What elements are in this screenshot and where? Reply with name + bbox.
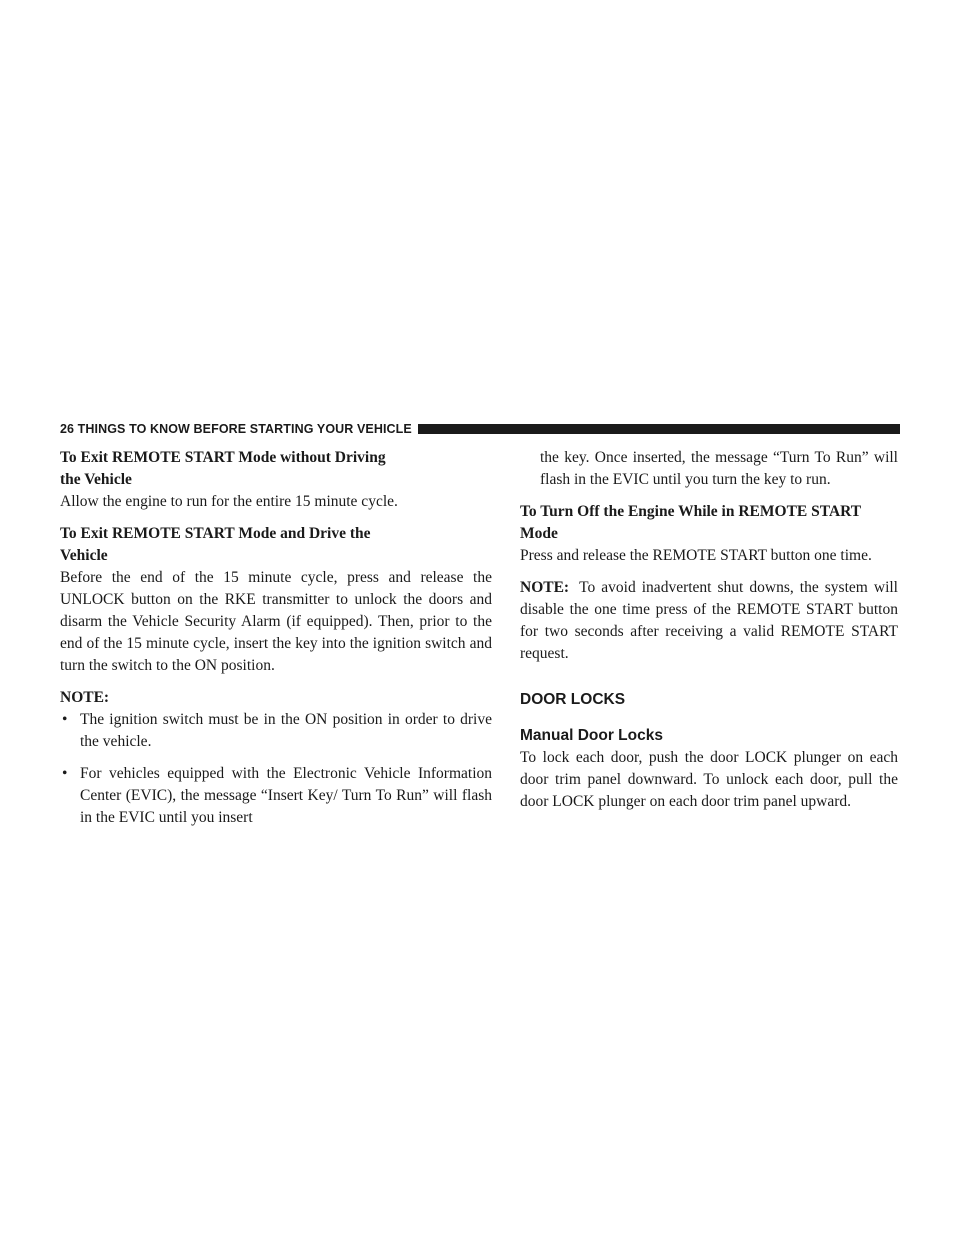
paragraph-press-release: Press and release the REMOTE START button one time.: [520, 547, 872, 564]
list-item: • For vehicles equipped with the Electronic Vehicle Information Center (EVIC), the message “Insert Key/ Turn To Run” will flash in the EVIC until you insert: [62, 765, 492, 826]
heading-exit-without-driving: To Exit REMOTE START Mode without Driving the Vehicle: [60, 449, 386, 488]
header-rule: [418, 424, 900, 434]
heading-turn-off-engine: To Turn Off the Engine While in REMOTE START Mode: [520, 503, 862, 542]
list-item: • The ignition switch must be in the ON position in order to drive the vehicle.: [62, 711, 492, 750]
paragraph-exit-and-drive: Before the end of the 15 minute cycle, press and release the UNLOCK button on the RKE transmitter to unlock the doors and disarm the Vehicle Security Alarm (if equipped). Then, prior to the end of the 15 minute cycle, insert the key into the ignition switch and turn the switch to the ON position.: [60, 569, 492, 674]
paragraph-manual-door-locks: To lock each door, push the door LOCK plunger on each door trim panel downward. To unlock each door, pull the door LOCK plunger on each door trim panel upward.: [520, 749, 898, 810]
subsection-title-manual-door-locks: Manual Door Locks: [520, 727, 663, 744]
heading-exit-and-drive: To Exit REMOTE START Mode and Drive the Vehicle: [60, 525, 371, 564]
page-number-and-chapter: 26 THINGS TO KNOW BEFORE STARTING YOUR VEHICLE: [60, 422, 412, 436]
section-title-door-locks: DOOR LOCKS: [520, 691, 626, 708]
left-column: [60, 447, 492, 829]
right-column: [520, 447, 898, 813]
note-paragraph: NOTE: To avoid inadvertent shut downs, the system will disable the one time press of the REMOTE START button for two seconds after receiving a valid REMOTE START request.: [520, 579, 898, 662]
bullet-icon: •: [62, 765, 68, 782]
note-heading: NOTE:: [60, 689, 110, 706]
note-bullet-list: [60, 709, 492, 829]
page-header: [60, 418, 900, 440]
bullet-icon: •: [62, 711, 68, 728]
paragraph-run-entire-cycle: Allow the engine to run for the entire 15 minute cycle.: [60, 493, 398, 510]
bullet-continuation: the key. Once inserted, the message “Turn To Run” will flash in the EVIC until you turn the key to run.: [540, 449, 898, 488]
